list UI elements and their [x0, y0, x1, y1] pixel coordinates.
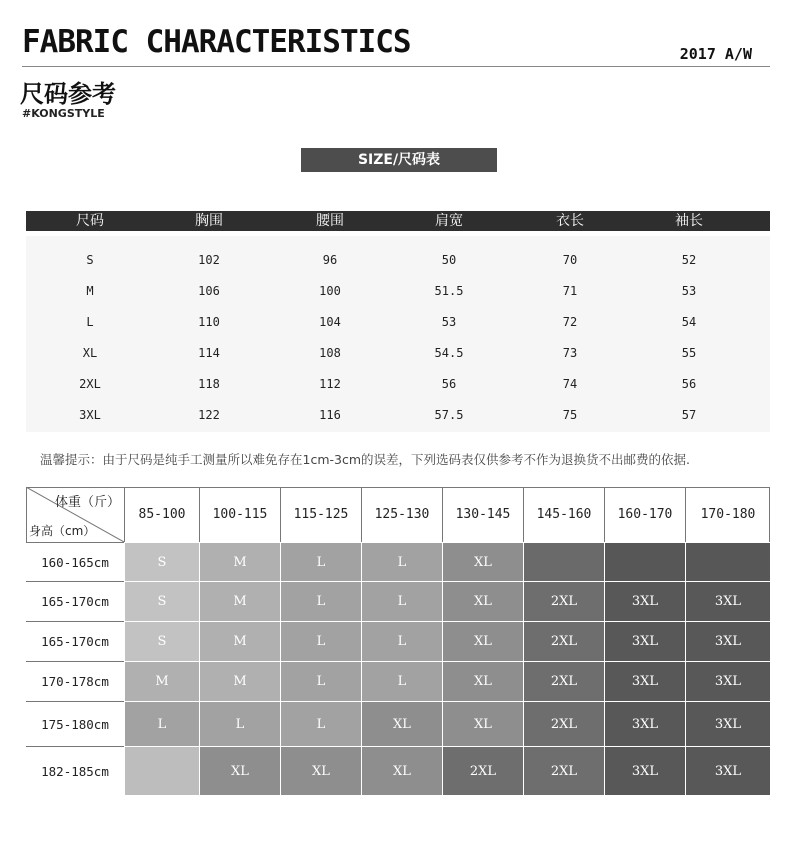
- measurement-row: [26, 338, 770, 369]
- size-recommendation-cell: L: [199, 701, 280, 746]
- size-recommendation-cell: 2XL: [442, 746, 523, 795]
- size-recommendation-cell: S: [124, 542, 199, 581]
- measurement-row: [26, 245, 770, 276]
- size-chart-banner: SIZE/尺码表: [301, 148, 497, 172]
- sizing-disclaimer: 温馨提示：由于尺码是纯手工测量所以难免存在1cm-3cm的误差，下列选码表仅供参考不作为退换货不出邮费的依据.: [40, 452, 690, 467]
- measurement-table-body: [26, 236, 770, 432]
- measurement-cell: 56: [441, 377, 457, 391]
- measurement-column-header: 肩宽: [435, 213, 463, 229]
- height-range-header: 165-170cm: [26, 581, 124, 621]
- measurement-cell: 2XL: [79, 377, 101, 391]
- size-recommendation-cell: 2XL: [523, 621, 604, 661]
- measurement-cell: 70: [562, 253, 578, 267]
- measurement-row: [26, 369, 770, 400]
- weight-axis-label: 体重（斤）: [54, 495, 120, 510]
- measurement-cell: 118: [198, 377, 220, 391]
- measurement-cell: 57.5: [434, 408, 464, 422]
- size-reference-heading: 尺码参考: [20, 80, 116, 108]
- size-recommendation-cell: L: [280, 621, 361, 661]
- size-recommendation-cell: [523, 542, 604, 581]
- measurement-cell: 51.5: [434, 284, 464, 298]
- size-recommendation-cell: M: [199, 581, 280, 621]
- measurement-table-header: [26, 211, 770, 231]
- weight-range-header: 130-145: [442, 487, 523, 542]
- size-recommendation-cell: M: [199, 542, 280, 581]
- page-title: FABRIC CHARACTERISTICS: [22, 24, 411, 60]
- measurement-cell: 57: [681, 408, 697, 422]
- measurement-cell: 53: [681, 284, 697, 298]
- size-recommendation-cell: 3XL: [685, 581, 770, 621]
- size-recommendation-cell: L: [280, 542, 361, 581]
- size-recommendation-cell: XL: [199, 746, 280, 795]
- size-recommendation-cell: L: [361, 581, 442, 621]
- size-recommendation-cell: S: [124, 621, 199, 661]
- height-range-header: 182-185cm: [26, 746, 124, 795]
- measurement-cell: L: [86, 315, 94, 329]
- measurement-column-header: 袖长: [675, 213, 703, 229]
- measurement-cell: 108: [319, 346, 341, 360]
- measurement-cell: 75: [562, 408, 578, 422]
- measurement-cell: 96: [322, 253, 338, 267]
- size-recommendation-cell: 3XL: [685, 621, 770, 661]
- size-recommendation-cell: L: [280, 661, 361, 701]
- measurement-cell: 110: [198, 315, 220, 329]
- size-recommendation-cell: 3XL: [604, 581, 685, 621]
- measurement-column-header: 胸围: [195, 213, 223, 229]
- size-recommendation-cell: L: [361, 661, 442, 701]
- measurement-cell: 3XL: [79, 408, 101, 422]
- weight-range-header: 125-130: [361, 487, 442, 542]
- header-divider: [22, 66, 770, 67]
- measurement-column-header: 衣长: [556, 213, 584, 229]
- measurement-cell: 122: [198, 408, 220, 422]
- measurement-cell: 73: [562, 346, 578, 360]
- weight-range-header: 115-125: [280, 487, 361, 542]
- measurement-cell: 100: [319, 284, 341, 298]
- height-axis-label: 身高（cm）: [29, 524, 96, 538]
- size-recommendation-cell: 2XL: [523, 701, 604, 746]
- measurement-cell: 102: [198, 253, 220, 267]
- size-recommendation-cell: M: [199, 621, 280, 661]
- measurement-column-header: 尺码: [76, 213, 104, 229]
- size-recommendation-cell: 2XL: [523, 746, 604, 795]
- measurement-cell: 71: [562, 284, 578, 298]
- measurement-cell: 52: [681, 253, 697, 267]
- size-recommendation-cell: [604, 542, 685, 581]
- height-range-header: 165-170cm: [26, 621, 124, 661]
- size-recommendation-cell: 3XL: [604, 621, 685, 661]
- height-range-header: 175-180cm: [26, 701, 124, 746]
- size-recommendation-cell: XL: [280, 746, 361, 795]
- weight-range-header: 145-160: [523, 487, 604, 542]
- height-range-header: 160-165cm: [26, 542, 124, 581]
- weight-range-header: 170-180: [685, 487, 770, 542]
- size-recommendation-cell: [685, 542, 770, 581]
- measurement-row: [26, 400, 770, 431]
- measurement-cell: S: [86, 253, 94, 267]
- brand-hashtag: #KONGSTYLE: [22, 107, 105, 120]
- measurement-cell: 106: [198, 284, 220, 298]
- size-recommendation-cell: 3XL: [604, 661, 685, 701]
- size-recommendation-cell: L: [280, 701, 361, 746]
- size-recommendation-cell: 3XL: [685, 661, 770, 701]
- size-recommendation-cell: XL: [442, 581, 523, 621]
- size-recommendation-cell: XL: [442, 701, 523, 746]
- grid-corner-header: [26, 487, 124, 542]
- size-recommendation-cell: XL: [361, 701, 442, 746]
- size-recommendation-cell: XL: [442, 661, 523, 701]
- height-range-header: 170-178cm: [26, 661, 124, 701]
- measurement-row: [26, 276, 770, 307]
- measurement-cell: 55: [681, 346, 697, 360]
- size-recommendation-cell: 3XL: [604, 746, 685, 795]
- size-recommendation-cell: 2XL: [523, 661, 604, 701]
- size-recommendation-cell: XL: [361, 746, 442, 795]
- measurement-cell: 54.5: [434, 346, 464, 360]
- size-recommendation-cell: 3XL: [604, 701, 685, 746]
- weight-range-header: 160-170: [604, 487, 685, 542]
- size-recommendation-cell: 3XL: [685, 746, 770, 795]
- measurement-column-header: 腰围: [316, 213, 344, 229]
- weight-range-header: 85-100: [124, 487, 199, 542]
- size-recommendation-cell: L: [124, 701, 199, 746]
- size-recommendation-cell: L: [280, 581, 361, 621]
- size-recommendation-cell: [124, 746, 199, 795]
- measurement-cell: 116: [319, 408, 341, 422]
- measurement-cell: 104: [319, 315, 341, 329]
- measurement-cell: 114: [198, 346, 220, 360]
- season-label: 2017 A/W: [679, 45, 752, 63]
- size-recommendation-cell: M: [124, 661, 199, 701]
- size-recommendation-cell: L: [361, 542, 442, 581]
- size-recommendation-cell: L: [361, 621, 442, 661]
- measurement-cell: 112: [319, 377, 341, 391]
- measurement-cell: 54: [681, 315, 697, 329]
- measurement-cell: 53: [441, 315, 457, 329]
- weight-range-header: 100-115: [199, 487, 280, 542]
- size-recommendation-cell: XL: [442, 542, 523, 581]
- measurement-cell: XL: [82, 346, 98, 360]
- size-recommendation-cell: M: [199, 661, 280, 701]
- measurement-cell: 72: [562, 315, 578, 329]
- measurement-cell: 56: [681, 377, 697, 391]
- measurement-cell: M: [86, 284, 94, 298]
- measurement-row: [26, 307, 770, 338]
- measurement-cell: 74: [562, 377, 578, 391]
- measurement-cell: 50: [441, 253, 457, 267]
- size-recommendation-cell: 3XL: [685, 701, 770, 746]
- size-recommendation-cell: S: [124, 581, 199, 621]
- size-recommendation-cell: 2XL: [523, 581, 604, 621]
- size-recommendation-cell: XL: [442, 621, 523, 661]
